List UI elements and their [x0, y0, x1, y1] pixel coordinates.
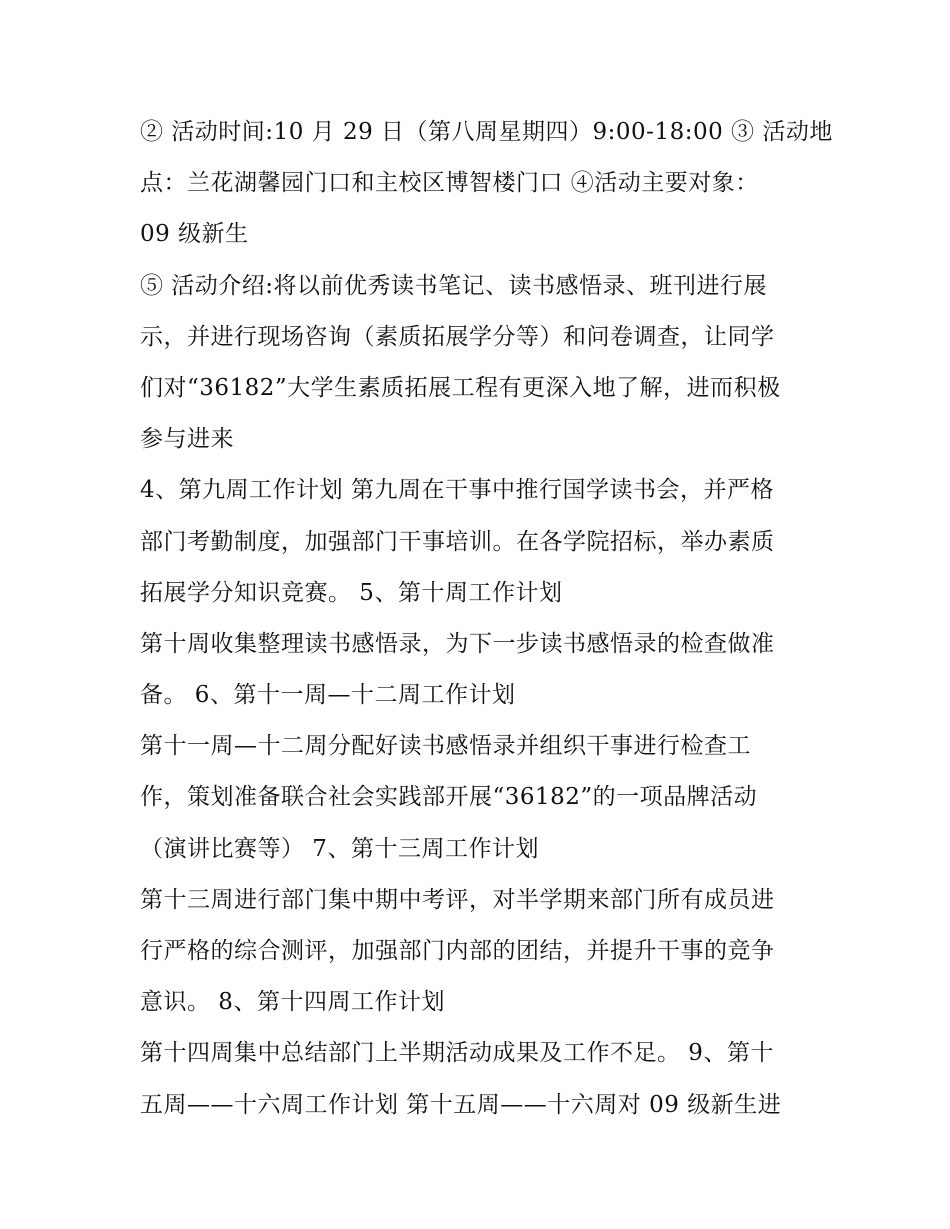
text-line: （演讲比赛等） 7、第十三周工作计划 — [140, 835, 539, 862]
text-line: 拓展学分知识竞赛。 5、第十周工作计划 — [140, 579, 563, 606]
text-line: 第十周收集整理读书感悟录，为下一步读书感悟录的检查做准 — [140, 630, 775, 657]
text-line: 点：兰花湖馨园门口和主校区博智楼门口 ④活动主要对象： — [140, 170, 759, 197]
text-line: 示，并进行现场咨询（素质拓展学分等）和问卷调查，让同学 — [140, 323, 775, 350]
text-line: 五周——十六周工作计划 第十五周——十六周对 09 级新生进 — [140, 1091, 782, 1118]
text-line: 作，策划准备联合社会实践部开展“36182”的一项品牌活动 — [140, 784, 758, 811]
text-line: 第十三周进行部门集中期中考评，对半学期来部门所有成员进 — [140, 886, 775, 913]
text-line: 部门考勤制度，加强部门干事培训。在各学院招标，举办素质 — [140, 528, 775, 555]
text-line: ⑤ 活动介绍:将以前优秀读书笔记、读书感悟录、班刊进行展 — [140, 272, 768, 299]
text-line: 第十四周集中总结部门上半期活动成果及工作不足。 9、第十 — [140, 1040, 774, 1067]
text-line: 第十一周—十二周分配好读书感悟录并组织干事进行检查工 — [140, 733, 751, 760]
text-line: 行严格的综合测评，加强部门内部的团结，并提升干事的竞争 — [140, 938, 775, 964]
text-line: ② 活动时间:10 月 29 日（第八周星期四）9:00-18:00 ③ 活动地 — [140, 119, 833, 145]
document-body — [140, 107, 840, 1131]
text-line: 4、第九周工作计划 第九周在干事中推行国学读书会，并严格 — [140, 477, 774, 504]
text-line: 备。 6、第十一周—十二周工作计划 — [140, 682, 516, 709]
text-line: 们对“36182”大学生素质拓展工程有更深入地了解，进而积极 — [140, 374, 781, 401]
text-line: 参与进来 — [140, 426, 234, 453]
text-line: 意识。 8、第十四周工作计划 — [140, 989, 445, 1016]
text-line: 09 级新生 — [140, 221, 249, 248]
